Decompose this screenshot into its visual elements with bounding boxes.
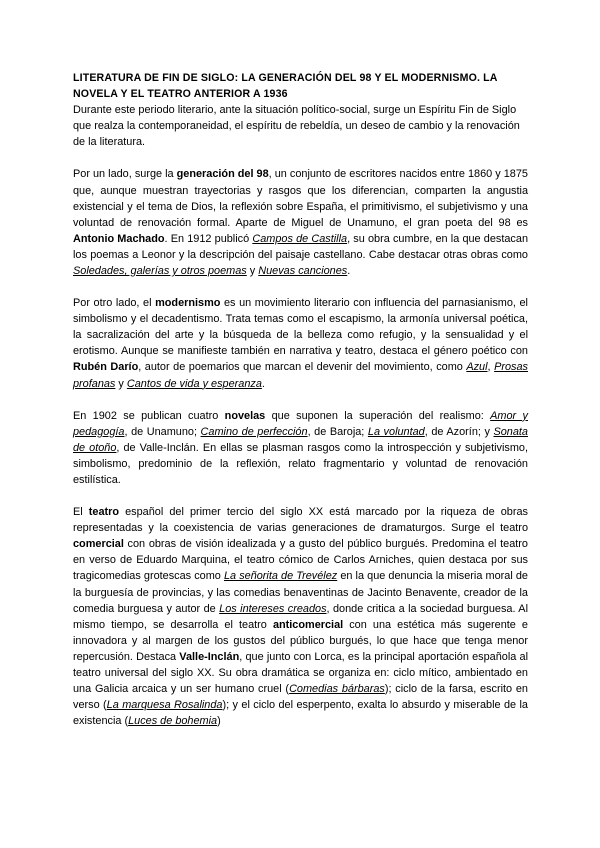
p2-bold-ruben-dario: Rubén Darío bbox=[73, 361, 139, 374]
p3-text-6: , de Valle-Inclán. En ellas se plasman rasgos como la introspección y subjetivismo, simbolismo, predominio de la reflexión, relato fragmentario y voluntad de renovación estilística. bbox=[73, 441, 528, 486]
p2-title-prosas-profanas: Prosas profanas bbox=[73, 361, 528, 390]
p3-text-2: que suponen la superación del realismo: bbox=[265, 409, 491, 422]
p2-text-4: , bbox=[487, 361, 495, 374]
p1-text-4: , su obra cumbre, en la que destacan los poemas a Leonor y la descripción del paisaje castellano. Cabe destacar otras obras como bbox=[73, 232, 528, 261]
p3-title-la-voluntad: La voluntad bbox=[367, 425, 425, 438]
p4-bold-teatro: teatro bbox=[88, 506, 120, 519]
p4-text-10: ) bbox=[217, 715, 221, 728]
p2-text-6: . bbox=[261, 377, 265, 390]
p4-text-8: ); ciclo de la farsa, escrito en verso ( bbox=[73, 683, 528, 712]
p4-text-1: El bbox=[73, 506, 89, 519]
p1-bold-generacion-98: generación del 98 bbox=[176, 168, 269, 181]
p2-text-3: , autor de poemarios que marcan el devenir del movimiento, como bbox=[138, 361, 467, 374]
p4-text-9: ); y el ciclo del esperpento, exalta lo absurdo y miserable de la existencia ( bbox=[73, 699, 528, 728]
p4-text-2: español del primer tercio del siglo XX está marcado por la riqueza de obras representadas y la coexistencia de varias generaciones de dramaturgos. Surge el teatro bbox=[73, 506, 528, 535]
p1-bold-antonio-machado: Antonio Machado bbox=[73, 232, 165, 245]
p2-bold-modernismo: modernismo bbox=[155, 297, 221, 310]
p4-title-marquesa-rosalinda: La marquesa Rosalinda bbox=[106, 699, 223, 712]
p2-text-1: Por otro lado, el bbox=[73, 297, 156, 310]
intro-paragraph: Durante este periodo literario, ante la situación político-social, surge un Espíritu Fin de Siglo que realza la contemporaneidad, el espíritu de rebeldía, un deseo de cambio y la renovación de la literatura. bbox=[73, 104, 520, 149]
p1-title-campos-de-castilla: Campos de Castilla bbox=[252, 232, 348, 245]
p1-text-2: , un conjunto de escritores nacidos entre 1860 y 1875 que, aunque muestran trayectorias y rasgos que los diferencian, comparten la angustia existencial y el tema de Dios, la reflexión sobre España, el primitivismo, el subjetivismo y una voluntad de renovación formal. Aparte de Miguel de Unamuno, el gran poeta del 98 es bbox=[73, 168, 528, 229]
p3-text-3: , de Unamuno; bbox=[124, 425, 201, 438]
paragraph-modernismo bbox=[73, 295, 528, 392]
p4-title-comedias-barbaras: Comedias bárbaras bbox=[289, 683, 385, 696]
p3-text-5: , de Azorín; y bbox=[424, 425, 494, 438]
p3-title-camino-de-perfeccion: Camino de perfección bbox=[200, 425, 308, 438]
p3-title-amor-y-pedagogia: Amor y pedagogía bbox=[73, 409, 528, 438]
p3-bold-novelas: novelas bbox=[224, 409, 266, 422]
p4-title-intereses-creados: Los intereses creados bbox=[219, 602, 327, 615]
p1-title-soledades: Soledades, galerías y otros poemas bbox=[73, 264, 247, 277]
p4-text-5: , donde critica a la sociedad burguesa. Al mismo tiempo, se desarrolla el teatro bbox=[73, 602, 528, 631]
p1-text-3: . En 1912 publicó bbox=[164, 232, 253, 245]
p4-bold-anticomercial: anticomercial bbox=[272, 618, 344, 631]
p4-bold-comercial: comercial bbox=[73, 538, 124, 551]
p4-text-4: en la que denuncia la miseria moral de la burguesía de provincias, y las comedias benaventinas de Jacinto Benavente, creador de la comedia burguesa y autor de bbox=[73, 570, 528, 615]
paragraph-novelas bbox=[73, 408, 528, 488]
p1-text-1: Por un lado, surge la bbox=[73, 168, 177, 181]
p4-title-luces-de-bohemia: Luces de bohemia bbox=[128, 715, 218, 728]
p3-text-1: En 1902 se publican cuatro bbox=[73, 409, 225, 422]
p2-title-azul: Azul bbox=[466, 361, 488, 374]
p1-text-6: . bbox=[347, 264, 351, 277]
p3-title-sonata-de-otono: Sonata de otoño bbox=[73, 425, 528, 454]
p1-text-5: y bbox=[246, 264, 259, 277]
p4-title-senorita-trevelez: La señorita de Trevélez bbox=[223, 570, 338, 583]
p2-text-5: y bbox=[115, 377, 127, 390]
paragraph-teatro bbox=[73, 504, 528, 729]
document-title: LITERATURA DE FIN DE SIGLO: LA GENERACIÓN DEL 98 Y EL MODERNISMO. LA NOVELA Y EL TEATRO ANTERIOR A 1936 bbox=[73, 72, 498, 101]
p4-text-6: con una estética más sugerente e innovadora y al margen de los gustos del público burgués, lo que hace que tenga menor repercusión. Destaca bbox=[73, 618, 528, 663]
p2-text-2: es un movimiento literario con influencia del parnasianismo, el simbolismo y el decadentismo. Trata temas como el escapismo, la armonía universal poética, la sacralización del arte y la búsqueda de la belleza como refugio, y la sensualidad y el erotismo. Aunque se manifieste también en narrativa y teatro, destaca el género poético con bbox=[73, 297, 528, 358]
p3-text-4: , de Baroja; bbox=[307, 425, 368, 438]
p4-text-3: con obras de visión idealizada y a gusto del público burgués. Predomina el teatro en verso de Eduardo Marquina, el teatro cómico de Carlos Arniches, quien destaca por sus tragicomedias grotescas como bbox=[73, 538, 528, 583]
p2-title-cantos-de-vida: Cantos de vida y esperanza bbox=[126, 377, 262, 390]
p4-text-7: , que junto con Lorca, es la principal aportación española al teatro universal del siglo XX. Su obra dramática se organiza en: ciclo mítico, ambientado en una Galicia arcaica y un ser humano cruel ( bbox=[73, 650, 528, 696]
p1-title-nuevas-canciones: Nuevas canciones bbox=[258, 264, 348, 277]
paragraph-generacion-98 bbox=[73, 166, 528, 279]
document-page bbox=[73, 70, 528, 729]
p4-bold-valle-inclan: Valle-Inclán bbox=[179, 650, 240, 663]
